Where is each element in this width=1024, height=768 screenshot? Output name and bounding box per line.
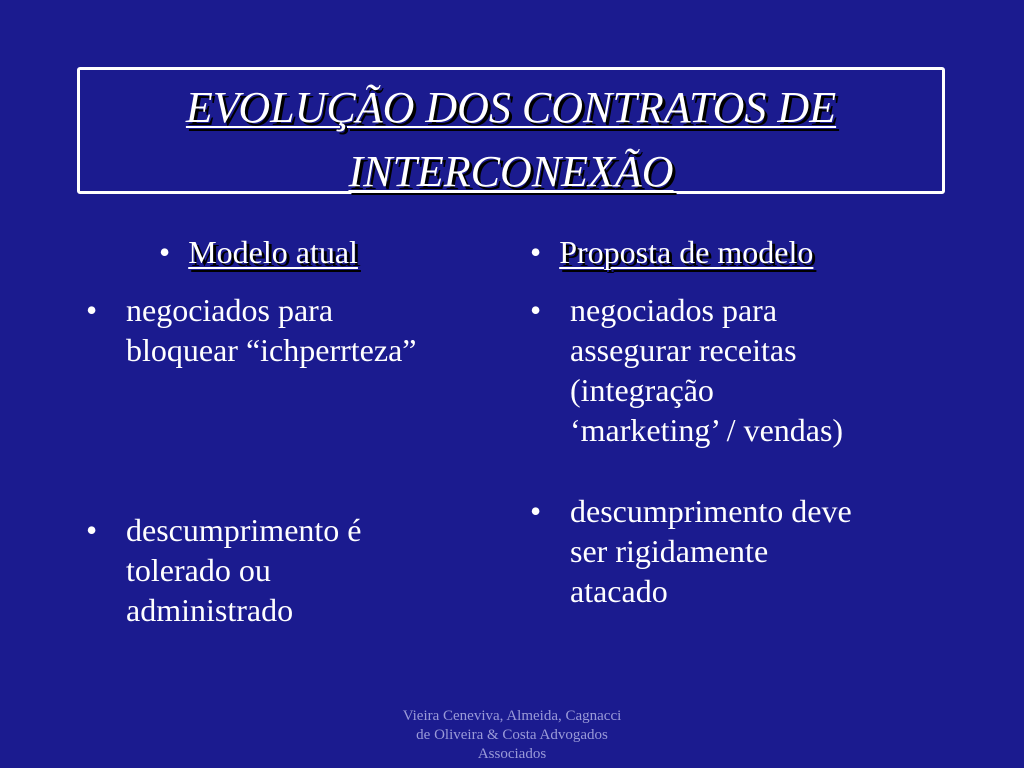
footer-line-1: Vieira Ceneviva, Almeida, Cagnacci (402, 708, 622, 724)
right-item-2-line-3: atacado (570, 573, 668, 609)
left-item-2-line-3: administrado (126, 592, 294, 628)
right-item-2 (570, 491, 980, 611)
slide-title (80, 76, 942, 204)
bullet-icon: • (86, 292, 98, 328)
bullet-icon: • (159, 234, 171, 270)
footer-line-2: de Oliveira & Costa Advogados (416, 727, 608, 743)
right-item-2-line-1: descumprimento deve (570, 493, 852, 529)
right-item-1 (570, 290, 980, 450)
footer (348, 707, 676, 764)
right-heading (530, 232, 813, 272)
right-item-1-line-1: negociados para (570, 292, 778, 328)
right-item-1-line-3: (integração (570, 372, 714, 408)
bullet-icon: • (86, 512, 98, 548)
right-item-1-line-2: assegurar receitas (570, 332, 797, 368)
bullet-icon: • (530, 234, 542, 270)
right-item-1-line-4: ‘marketing’ / vendas) (570, 412, 844, 448)
right-item-2-line-2: ser rigidamente (570, 533, 769, 569)
left-item-1 (126, 290, 516, 370)
left-heading (159, 232, 358, 272)
right-heading-text: Proposta de modelo (559, 234, 814, 270)
left-item-2 (126, 510, 516, 630)
left-item-2-line-1: descumprimento é (126, 512, 362, 548)
bullet-icon: • (530, 493, 542, 529)
left-item-1-line-1: negociados para (126, 292, 334, 328)
bullet-icon: • (530, 292, 542, 328)
title-line-1: EVOLUÇÃO DOS CONTRATOS DE (185, 83, 837, 132)
left-item-2-line-2: tolerado ou (126, 552, 271, 588)
title-box (77, 67, 945, 194)
left-heading-text: Modelo atual (188, 234, 358, 270)
footer-line-3: Associados (477, 746, 547, 762)
left-item-1-line-2: bloquear “ichperrteza” (126, 332, 417, 368)
title-line-2: INTERCONEXÃO (348, 147, 674, 196)
